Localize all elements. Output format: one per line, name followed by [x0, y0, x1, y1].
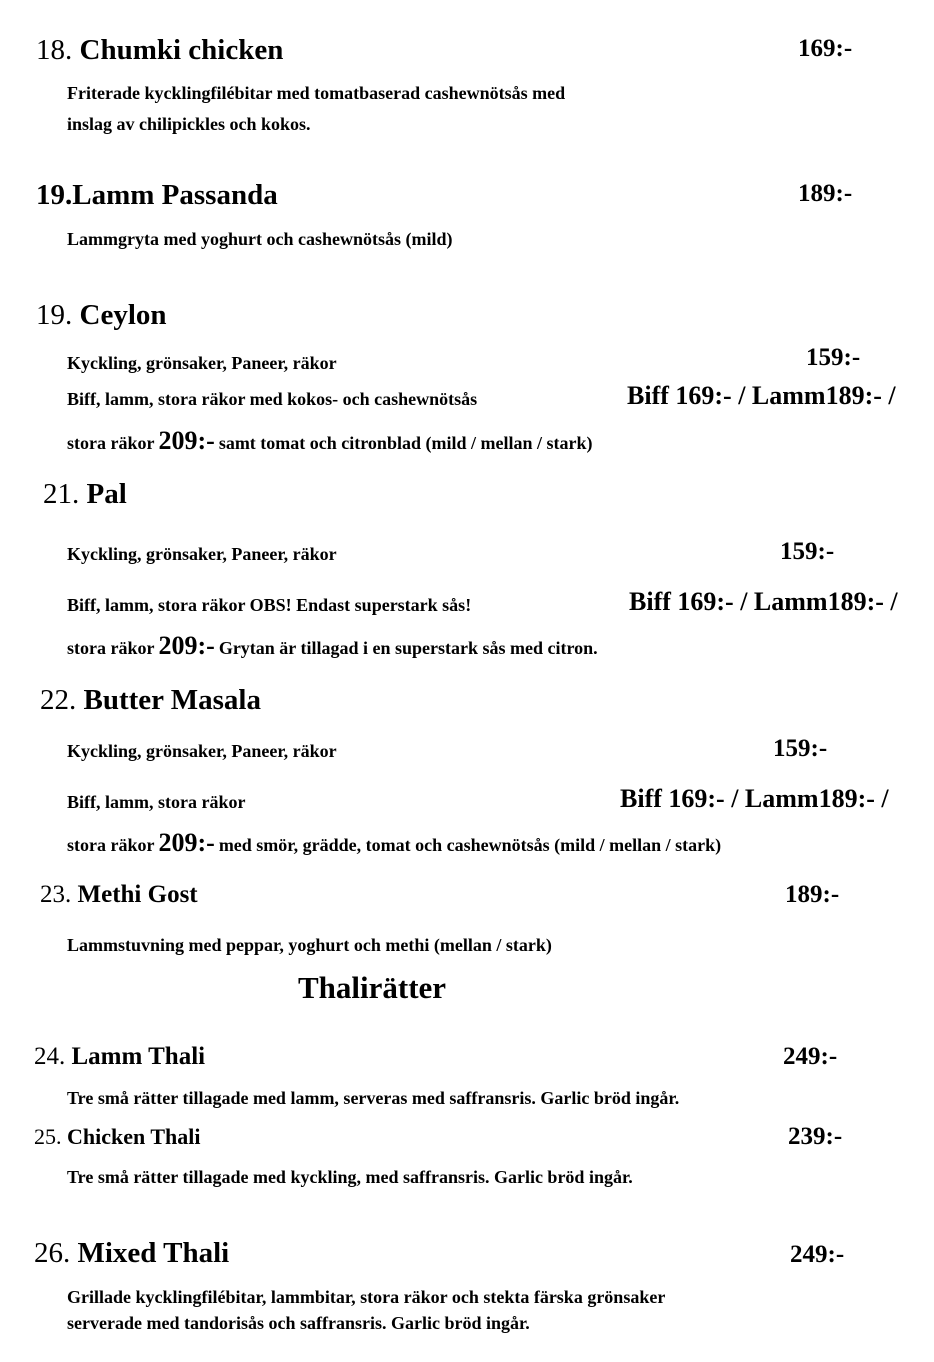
item-option-prefix: stora räkor — [67, 638, 155, 658]
item-description: inslag av chilipickles och kokos. — [67, 114, 311, 134]
item-number: 21. — [43, 478, 80, 510]
menu-item-title — [36, 36, 283, 65]
item-description: Tre små rätter tillagade med lamm, serveras med saffransris. Garlic bröd ingår. — [67, 1088, 680, 1108]
item-price: 209:- — [158, 631, 215, 660]
menu-item-title — [34, 1044, 205, 1069]
item-option-line — [67, 830, 721, 856]
item-price: 159:- — [780, 538, 835, 565]
item-option-line: Biff, lamm, stora räkor OBS! Endast superstark sås! — [67, 595, 472, 615]
item-name: Lamm Thali — [71, 1043, 206, 1070]
item-name: Mixed Thali — [77, 1237, 230, 1269]
item-option-line: Biff, lamm, stora räkor — [67, 792, 246, 812]
item-price: 209:- — [158, 426, 215, 455]
item-price: Biff 169:- / Lamm189:- / — [629, 587, 898, 616]
item-name: Lamm Passanda — [72, 179, 278, 211]
menu-item-title — [40, 882, 198, 907]
item-name: Pal — [86, 478, 127, 510]
item-price: Biff 169:- / Lamm189:- / — [620, 784, 889, 813]
item-number: 24. — [34, 1043, 66, 1070]
section-heading: Thalirätter — [298, 970, 447, 1005]
item-number: 23. — [40, 881, 72, 908]
item-option-suffix: Grytan är tillagad i en superstark sås med citron. — [218, 638, 598, 658]
item-name: Chumki chicken — [79, 34, 284, 66]
item-name: Methi Gost — [77, 881, 198, 908]
item-price: 249:- — [783, 1043, 838, 1070]
item-option-prefix: stora räkor — [67, 433, 155, 453]
item-price: 169:- — [798, 35, 853, 62]
menu-item-title — [36, 301, 167, 330]
item-number: 26. — [34, 1237, 71, 1269]
item-price: 189:- — [798, 180, 853, 207]
item-name: Butter Masala — [83, 684, 261, 716]
item-description: Tre små rätter tillagade med kyckling, med saffransris. Garlic bröd ingår. — [67, 1167, 633, 1187]
item-number: 22. — [40, 684, 77, 716]
item-number: 19. — [36, 179, 73, 211]
item-option-line: Kyckling, grönsaker, Paneer, räkor — [67, 353, 337, 373]
item-option-line — [67, 428, 592, 454]
item-description: Lammgryta med yoghurt och cashewnötsås (mild) — [67, 229, 453, 249]
item-price: 249:- — [790, 1241, 845, 1268]
menu-item-title — [40, 686, 261, 715]
item-option-suffix: samt tomat och citronblad (mild / mellan / stark) — [218, 433, 593, 453]
item-price: Biff 169:- / Lamm189:- / — [627, 381, 896, 410]
item-price: 159:- — [773, 735, 828, 762]
item-option-line: Biff, lamm, stora räkor med kokos- och cashewnötsås — [67, 389, 478, 409]
item-description: Friterade kycklingfilébitar med tomatbaserad cashewnötsås med — [67, 83, 566, 103]
item-option-line — [67, 633, 598, 659]
item-number: 25. — [34, 1124, 62, 1149]
item-option-line: Kyckling, grönsaker, Paneer, räkor — [67, 741, 337, 761]
item-number: 19. — [36, 299, 73, 331]
menu-item-title — [36, 181, 278, 210]
item-name: Ceylon — [79, 299, 167, 331]
item-option-suffix: med smör, grädde, tomat och cashewnötsås (mild / mellan / stark) — [218, 835, 722, 855]
item-number: 18. — [36, 34, 73, 66]
item-option-line: Kyckling, grönsaker, Paneer, räkor — [67, 544, 337, 564]
item-price: 209:- — [158, 828, 215, 857]
menu-item-title — [34, 1126, 200, 1148]
item-option-prefix: stora räkor — [67, 835, 155, 855]
item-description: serverade med tandorisås och saffransris. Garlic bröd ingår. — [67, 1313, 530, 1333]
item-price: 239:- — [788, 1123, 843, 1150]
menu-item-title — [43, 480, 127, 509]
item-name: Chicken Thali — [67, 1124, 201, 1149]
item-price: 159:- — [806, 344, 861, 371]
item-price: 189:- — [785, 881, 840, 908]
menu-item-title — [34, 1239, 229, 1268]
item-description: Lammstuvning med peppar, yoghurt och methi (mellan / stark) — [67, 935, 552, 955]
item-description: Grillade kycklingfilébitar, lammbitar, stora räkor och stekta färska grönsaker — [67, 1287, 666, 1307]
